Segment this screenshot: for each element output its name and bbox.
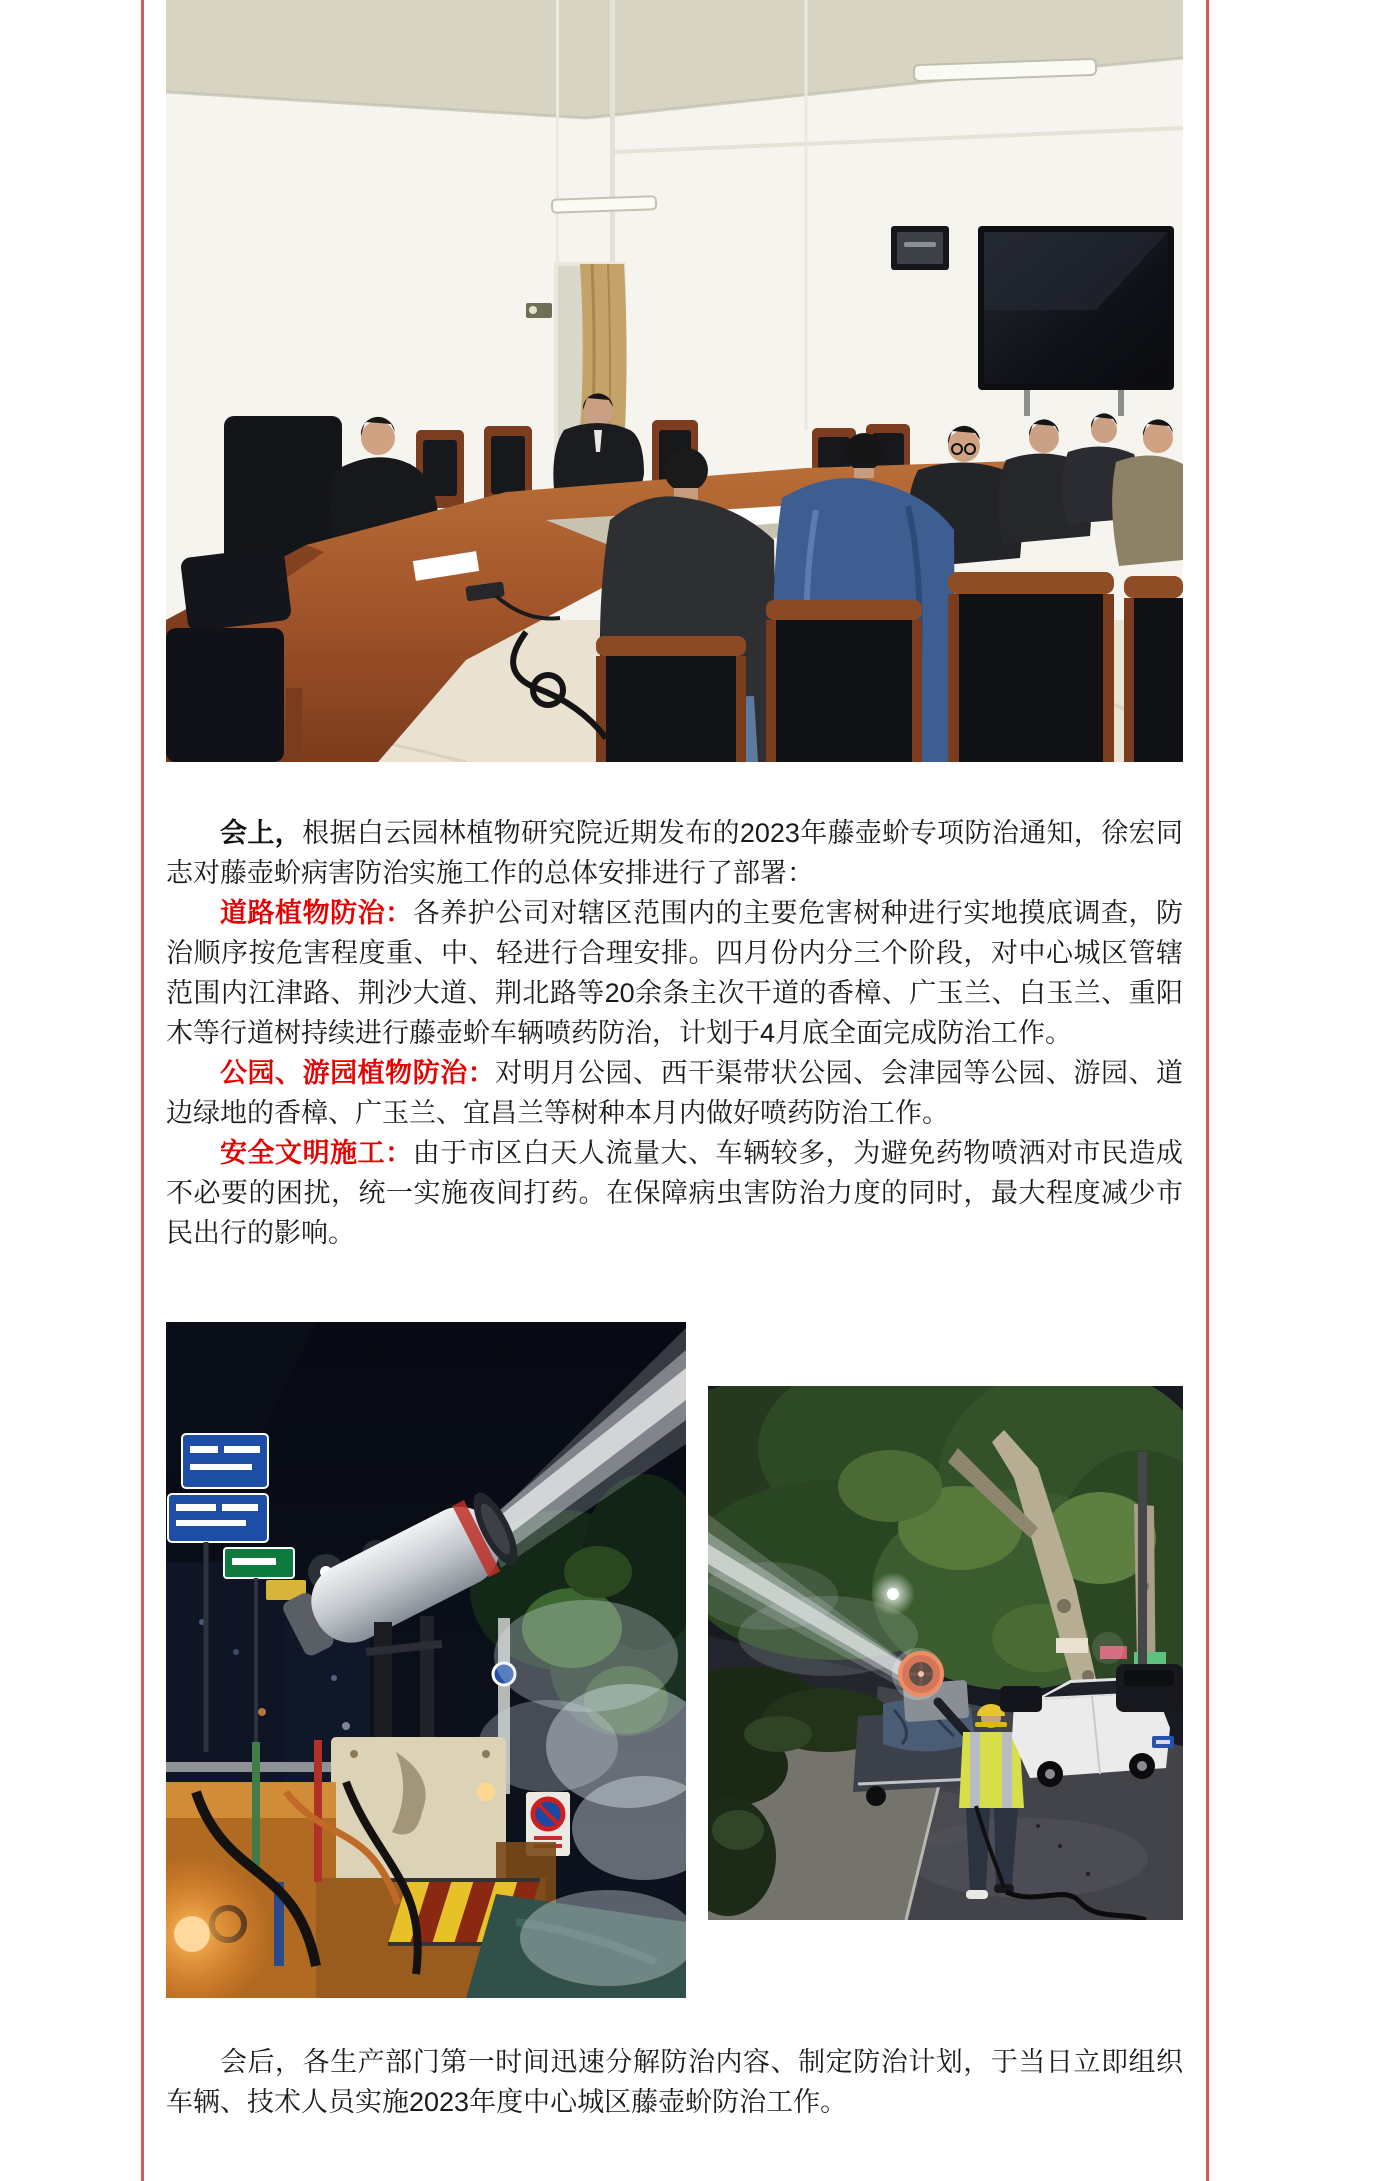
street-spraying-photo[interactable] — [708, 1386, 1183, 1920]
paragraph-lead: 会上， — [220, 818, 303, 848]
paragraph-lead: 公园、游园植物防治： — [220, 1058, 496, 1088]
paragraph-text: 根据白云园林植物研究院近期发布的2023年藤壶蚧专项防治通知，徐宏同志对藤壶蚧病害防治实施工作的总体安排进行了部署： — [166, 818, 1183, 888]
paragraph-text: 由于市区白天人流量大、车辆较多，为避免药物喷洒对市民造成不必要的困扰，统一实施夜间打药。在保障病虫害防治力度的同时，最大程度减少市民出行的影响。 — [166, 1138, 1184, 1248]
paragraph-text: 对明月公园、西干渠带状公园、会津园等公园、游园、道边绿地的香樟、广玉兰、宜昌兰等树种本月内做好喷药防治工作。 — [166, 1058, 1184, 1128]
article-closing — [166, 2042, 1183, 2122]
paragraph-park-plants — [166, 1053, 1183, 1133]
left-border-rule — [141, 0, 144, 2181]
article-body — [166, 813, 1183, 1253]
paragraph-road-plants — [166, 893, 1183, 1053]
mist-cannon-illustration — [166, 1322, 686, 1998]
right-border-rule — [1206, 0, 1209, 2181]
article-content — [166, 0, 1183, 2181]
meeting-room-illustration — [166, 0, 1183, 762]
meeting-room-photo[interactable] — [166, 0, 1183, 762]
mist-cannon-photo[interactable] — [166, 1322, 686, 1998]
paragraph-closing — [166, 2042, 1183, 2122]
paragraph-text: 各养护公司对辖区范围内的主要危害树种进行实地摸底调查，防治顺序按危害程度重、中、轻进行合理安排。四月份内分三个阶段，对中心城区管辖范围内江津路、荆沙大道、荆北路等20余条主次干道的香樟、广玉兰、白玉兰、重阳木等行道树持续进行藤壶蚧车辆喷药防治，计划于4月底全面完成防治工作。 — [166, 898, 1184, 1048]
paragraph-text: 会后，各生产部门第一时间迅速分解防治内容、制定防治计划，于当日立即组织车辆、技术人员实施2023年度中心城区藤壶蚧防治工作。 — [166, 2047, 1183, 2117]
paragraph-safe-construction — [166, 1133, 1183, 1253]
paragraph-meeting-summary — [166, 813, 1183, 893]
paragraph-lead: 道路植物防治： — [220, 898, 413, 928]
street-spraying-illustration — [708, 1386, 1183, 1920]
paragraph-lead: 安全文明施工： — [220, 1138, 413, 1168]
